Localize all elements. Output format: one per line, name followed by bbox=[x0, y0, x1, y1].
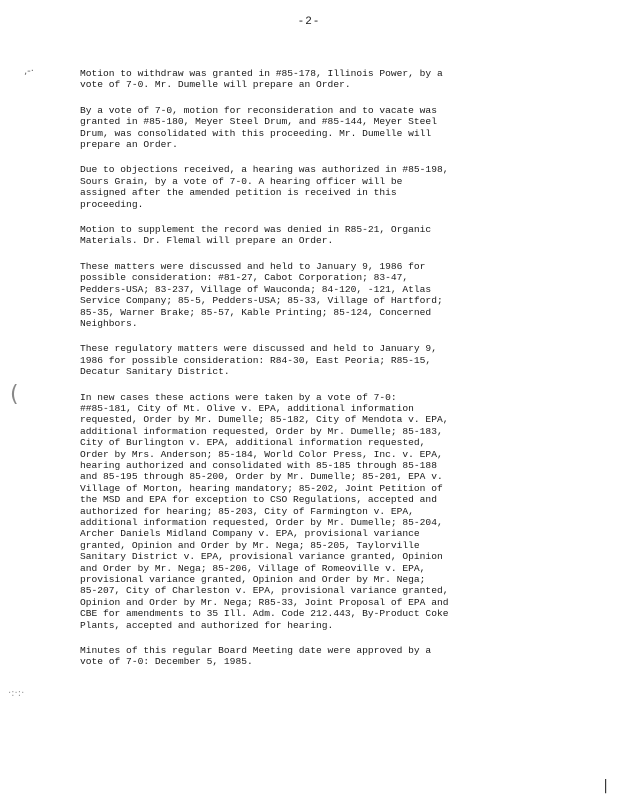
text-line: 85-35, Warner Brake; 85-57, Kable Printing; 85-124, Concerned bbox=[80, 306, 432, 318]
paragraph-withdraw bbox=[80, 68, 568, 91]
text-line: Motion to withdraw was granted in #85-178, Illinois Power, by a bbox=[80, 68, 443, 79]
margin-dots: ·:·:· bbox=[8, 688, 25, 699]
text-line: Materials. Dr. Flemal will prepare an Order. bbox=[80, 235, 334, 247]
text-line: possible consideration: #81-27, Cabot Corporation; 83-47, bbox=[80, 272, 409, 284]
paragraph-hearing bbox=[80, 164, 568, 210]
text-line: and Order by Mr. Nega; 85-206, Village of Romeoville v. EPA, bbox=[80, 562, 426, 574]
text-line: prepare an Order. bbox=[80, 139, 178, 151]
text-line: hearing authorized and consolidated with 85-185 through 85-188 bbox=[80, 459, 437, 471]
text-line: authorized for hearing; 85-203, City of Farmington v. EPA, bbox=[80, 505, 414, 517]
text-line: Sanitary District v. EPA, provisional variance granted, Opinion bbox=[80, 551, 443, 563]
text-line: Sours Grain, by a vote of 7-0. A hearing officer will be bbox=[80, 175, 403, 187]
text-line: 85-207, City of Charleston v. EPA, provisional variance granted, bbox=[80, 585, 449, 597]
text-line: granted in #85-180, Meyer Steel Drum, and #85-144, Meyer Steel bbox=[80, 116, 437, 128]
text-line: vote of 7-0: December 5, 1985. bbox=[80, 656, 253, 668]
text-line: provisional variance granted, Opinion and Order by Mr. Nega; bbox=[80, 574, 426, 586]
edge-mark: | bbox=[603, 778, 608, 794]
text-line: Opinion and Order by Mr. Nega; R85-33, Joint Proposal of EPA and bbox=[80, 596, 449, 608]
page-number: -2- bbox=[297, 16, 321, 28]
text-line: Pedders-USA; 83-237, Village of Wauconda; 84-120, -121, Atlas bbox=[80, 283, 432, 295]
text-line: vote of 7-0. Mr. Dumelle will prepare an Order. bbox=[80, 79, 351, 91]
paragraph-supplement bbox=[80, 224, 568, 247]
text-line: Decatur Sanitary District. bbox=[80, 366, 230, 378]
text-line: 1986 for possible consideration: R84-30, East Peoria; R85-15, bbox=[80, 354, 432, 366]
text-line: Plants, accepted and authorized for hearing. bbox=[80, 619, 334, 631]
text-line: Due to objections received, a hearing was authorized in #85-198, bbox=[80, 164, 449, 176]
text-line: ##85-181, City of Mt. Olive v. EPA, additional information bbox=[80, 402, 414, 414]
text-line: These regulatory matters were discussed and held to January 9, bbox=[80, 343, 437, 355]
text-line: additional information requested, Order by Mr. Dumelle; 85-183, bbox=[80, 425, 443, 437]
paragraph-reconsideration bbox=[80, 105, 568, 151]
text-line: These matters were discussed and held to January 9, 1986 for bbox=[80, 260, 426, 272]
text-line: Order by Mrs. Anderson; 85-184, World Color Press, Inc. v. EPA, bbox=[80, 448, 443, 460]
text-line: Service Company; 85-5, Pedders-USA; 85-33, Village of Hartford; bbox=[80, 295, 443, 307]
paragraph-regulatory bbox=[80, 343, 568, 377]
margin-mark: ,-· bbox=[24, 66, 34, 77]
text-line: By a vote of 7-0, motion for reconsideration and to vacate was bbox=[80, 104, 437, 116]
text-line: Drum, was consolidated with this proceeding. Mr. Dumelle will bbox=[80, 127, 432, 139]
text-line: Archer Daniels Midland Company v. EPA, provisional variance bbox=[80, 528, 420, 540]
text-line: Minutes of this regular Board Meeting date were approved by a bbox=[80, 645, 432, 657]
paragraph-new-cases bbox=[80, 392, 568, 632]
text-line: In new cases these actions were taken by a vote of 7-0: bbox=[80, 391, 397, 403]
paragraph-held-matters bbox=[80, 261, 568, 329]
paragraph-minutes bbox=[80, 645, 568, 668]
text-line: Motion to supplement the record was denied in R85-21, Organic bbox=[80, 224, 432, 236]
text-line: assigned after the amended petition is received in this bbox=[80, 187, 397, 199]
text-line: CBE for amendments to 35 Ill. Adm. Code 212.443, By-Product Coke bbox=[80, 608, 449, 620]
text-line: and 85-195 through 85-200, Order by Mr. Dumelle; 85-201, EPA v. bbox=[80, 471, 443, 483]
document-body bbox=[80, 68, 568, 682]
text-line: Neighbors. bbox=[80, 317, 138, 329]
text-line: additional information requested, Order by Mr. Dumelle; 85-204, bbox=[80, 517, 443, 528]
text-line: granted, Opinion and Order by Mr. Nega; 85-205, Taylorville bbox=[80, 539, 420, 551]
text-line: requested, Order by Mr. Dumelle; 85-182, City of Mendota v. EPA, bbox=[80, 414, 449, 426]
text-line: the MSD and EPA for exception to CSO Regulations, accepted and bbox=[80, 494, 437, 506]
text-line: proceeding. bbox=[80, 198, 144, 210]
text-line: Village of Morton, hearing mandatory; 85-202, Joint Petition of bbox=[80, 482, 443, 494]
text-line: City of Burlington v. EPA, additional information requested, bbox=[80, 437, 426, 449]
margin-bracket: ( bbox=[10, 382, 19, 407]
